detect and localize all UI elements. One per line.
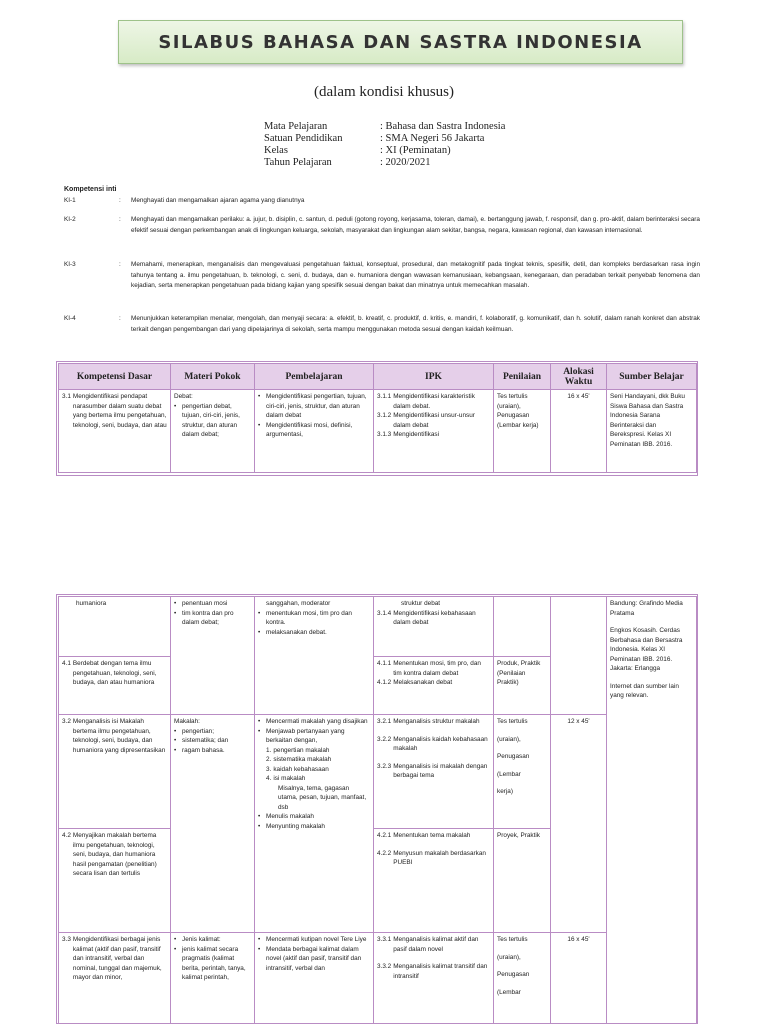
ipk-number: 4.2.2 <box>377 849 392 857</box>
ipk-number: 3.1.2 <box>377 412 392 419</box>
ki-text: Menunjukkan keterampilan menalar, mengolah, dan menyaji secara: a. efektif, b. kreatif, c. produktif, d. kritis, e. mandiri, f. kolaboratif, g. komunikatif, dan h. solutif, dalam ranah konkret dan abstrak terkait dengan pengembangan dari yang dipelajarinya di sekolah, serta mampu menggunakan metoda sesuai dengan kaidah keilmuan. <box>131 315 700 333</box>
kd-number: 3.1 <box>62 393 71 400</box>
materi-cell <box>171 715 255 933</box>
page-title: SILABUS BAHASA DAN SASTRA INDONESIA <box>158 31 643 53</box>
alokasi-cell: 12 x 45' <box>551 715 607 933</box>
ipk-number: 3.1.1 <box>377 393 392 400</box>
alokasi-cell <box>551 597 607 715</box>
ipk-text: Mengidentifikasi kebahasaan dalam debat <box>393 609 476 626</box>
pembelajaran-item: • Mencermati kutipan novel Tere Liye <box>266 936 367 943</box>
kd-text: humaniora <box>76 600 107 607</box>
kd-text: Mengidentifikasi pendapat narasumber dalam suatu debat yang bertema ilmu pengetahuan, teknologi, seni, budaya, dan atau <box>72 393 167 429</box>
ki-code: KI-1 <box>64 197 76 204</box>
penilaian-cell <box>494 715 551 829</box>
ipk-text: Menganalisis kaidah kebahasaan makalah <box>393 735 488 752</box>
ipk-number: 4.2.1 <box>377 832 392 839</box>
penilaian-text: Tes tertulis <box>497 936 528 943</box>
title-banner <box>118 20 683 64</box>
ki-text: Memahami, menerapkan, menganalisis dan mengevaluasi pengetahuan faktual, konseptual, prosedural, dan metakognitif pada tingkat teknis, spesifik, detil, dan kompleks berdasarkan rasa ingin tahunya tentang a. ilmu pengetahuan, b. teknologi, c. seni, d. budaya, dan e. humaniora dengan wawasan kemanusiaan, kebangsaan, kenegaraan, dan peradaban terkait penyebab fenomena dan kejadian, serta menerapkan pengetahuan pada bidang kajian yang spesifik sesuai dengan bakat dan minatnya untuk memecahkan masalah. <box>131 261 700 289</box>
kd-number: 4.1 <box>62 660 71 667</box>
header-sumber-belajar: Sumber Belajar <box>607 364 697 390</box>
materi-item: • pengertian; <box>182 727 214 735</box>
pembelajaran-item: • Menjawab pertanyaan yang berkaitan dengan, <box>266 727 345 744</box>
penilaian-cell <box>494 933 551 1024</box>
table-row <box>59 933 697 1024</box>
materi-title: Makalah: <box>174 718 200 725</box>
ipk-text: Menyusun makalah berdasarkan PUEBI <box>393 849 486 866</box>
pembelajaran-cell: • Mencermati makalah yang disajikan • Menjawab pertanyaan yang berkaitan dengan, 1. pengertian makalah 2. sistematika makalah 3. kaidah kebahasaan 4. isi makalah Misalnya, tema, gagasan utama, pesan, tujuan, manfaat, dsb • Menulis makalah • Menyunting makalah <box>255 715 374 933</box>
ipk-text: Menentukan tema makalah <box>393 832 471 839</box>
kd-number: 4.2 <box>62 832 71 839</box>
ipk-number: 3.1.3 <box>377 431 392 438</box>
syllabus-table-2 <box>58 596 697 1024</box>
pembelajaran-item: • Mengidentifikasi pengertian, tujuan, ciri-ciri, jenis, struktur, dan aturan dalam debat <box>266 393 367 419</box>
ki-text: Menghayati dan mengamalkan ajaran agama yang dianutnya <box>131 197 305 204</box>
ipk-text: Melaksanakan debat <box>393 679 453 686</box>
pembelajaran-item: • Menulis makalah <box>266 813 314 820</box>
kd-cell <box>59 597 171 657</box>
info-row <box>264 121 505 133</box>
ipk-number: 3.2.2 <box>377 735 392 743</box>
penilaian-cell: Tes tertulis (uraian), Penugasan (Lembar kerja) <box>494 390 551 473</box>
materi-item: • penentuan mosi <box>182 600 228 607</box>
pembelajaran-subitem: isi makalah <box>273 775 306 782</box>
info-row <box>264 157 505 169</box>
alokasi-cell: 16 x 45' <box>551 933 607 1024</box>
materi-title: Debat: <box>174 393 193 400</box>
materi-cell <box>171 933 255 1024</box>
info-label: Tahun Pelajaran <box>264 157 332 168</box>
ki-item: KI-4 : Menunjukkan keterampilan menalar, mengolah, dan menyaji secara: a. efektif, b. kreatif, c. produktif, d. kritis, e. mandiri, f. kolaboratif, g. komunikatif, dan h. solutif, dalam ranah konkret dan abstrak terkait dengan pengembangan dari yang dipelajarinya di sekolah, serta mampu menggunakan metoda sesuai dengan kaidah keilmuan. <box>64 314 700 335</box>
penilaian-text: Penugasan <box>497 971 530 978</box>
info-value: : XI (Peminatan) <box>380 145 451 156</box>
ipk-cell <box>374 657 494 715</box>
info-label: Satuan Pendidikan <box>264 133 343 144</box>
ki-code: KI-3 <box>64 261 76 268</box>
ipk-text: Mengidentifikasi karakteristik dalam debat. <box>393 393 475 410</box>
ki-code: KI-2 <box>64 216 76 223</box>
pembelajaran-subitem: sistematika makalah <box>273 756 332 763</box>
materi-item: • pengertian debat, tujuan, ciri-ciri, jenis, struktur, dan aturan dalam debat; <box>182 402 240 438</box>
ipk-number: 4.1.2 <box>377 679 392 686</box>
header-kompetensi-dasar: Kompetensi Dasar <box>59 364 171 390</box>
ipk-number: 4.1.1 <box>377 660 392 667</box>
alokasi-cell: 16 x 45' <box>551 390 607 473</box>
ipk-number: 3.3.1 <box>377 936 392 943</box>
sumber-cell <box>607 597 697 1024</box>
materi-item: • Jenis kalimat: <box>182 936 221 943</box>
ki-item: KI-1 : Menghayati dan mengamalkan ajaran agama yang dianutnya <box>64 196 700 207</box>
materi-item: • tim kontra dan pro dalam debat; <box>182 609 234 626</box>
ipk-cell <box>374 715 494 829</box>
materi-item: • jenis kalimat secara pragmatis (kalimat berita, perintah, tanya, kalimat perintah, <box>182 945 246 981</box>
info-label: Mata Pelajaran <box>264 121 328 132</box>
syllabus-table-1 <box>58 363 697 473</box>
pembelajaran-cell <box>255 933 374 1024</box>
penilaian-text: (Lembar <box>497 770 521 778</box>
kd-text: Menganalisis isi Makalah bertema ilmu pengetahuan, teknologi, seni, budaya, dan humaniora yang dipresentasikan <box>72 718 166 754</box>
sumber-cell: Seni Handayani, dkk Buku Siswa Bahasa dan Sastra Indonesia Sarana Berinteraksi dan Berekspresi. Kelas XI Peminatan IBB. 2016. <box>607 390 697 473</box>
sumber-text: Engkos Kosasih. Cerdas Berbahasa dan Bersastra Indonesia. Kelas XI Peminatan IBB. 2016. Jakarta: Erlangga <box>610 627 683 672</box>
table-row <box>59 597 697 657</box>
header-ipk: IPK <box>374 364 494 390</box>
sumber-text: Internet dan sumber lain yang relevan. <box>610 682 679 699</box>
pembelajaran-item: • melaksanakan debat. <box>266 628 327 636</box>
penilaian-text: (uraian), <box>497 735 521 743</box>
pembelajaran-cell <box>255 597 374 715</box>
materi-cell <box>171 390 255 473</box>
ki-heading: Kompetensi inti <box>64 186 117 193</box>
ipk-cell <box>374 597 494 657</box>
header-pembelajaran: Pembelajaran <box>255 364 374 390</box>
kd-text: Menyajikan makalah bertema ilmu pengetahuan, teknologi, seni, budaya, dan humaniora hasil pengamatan (penelitian) secara lisan dan tertulis <box>72 832 157 877</box>
identity-block <box>264 121 505 169</box>
penilaian-text: (uraian), <box>497 953 521 961</box>
sumber-text: Bandung: Grafindo Media Pratama <box>610 600 683 617</box>
penilaian-text: kerja) <box>497 788 513 795</box>
ipk-cell <box>374 933 494 1024</box>
ipk-number: 3.3.2 <box>377 963 392 970</box>
ipk-text: struktur debat <box>401 600 441 607</box>
penilaian-text: Penugasan <box>497 753 530 760</box>
ipk-text: Menganalisis struktur makalah <box>393 718 480 725</box>
header-alokasi-waktu: Alokasi Waktu <box>551 364 607 390</box>
ipk-number: 3.2.1 <box>377 718 392 725</box>
pembelajaran-note: Misalnya, tema, gagasan utama, pesan, tujuan, manfaat, dsb <box>278 784 367 811</box>
pembelajaran-item: • menentukan mosi, tim pro dan kontra. <box>266 609 352 626</box>
ipk-cell <box>374 390 494 473</box>
pembelajaran-item: • Mengidentifikasi mosi, definisi, argumentasi, <box>266 421 353 438</box>
kd-text: Mengidentifikasi berbagai jenis kalimat (aktif dan pasif, transitif dan intransitif, verbal dan nominal, tunggal dan majemuk, mayor dan minor, <box>72 936 162 981</box>
info-row <box>264 133 505 145</box>
penilaian-cell: Produk, Praktik (Penilaian Praktik) <box>494 657 551 715</box>
ki-item: KI-3 : Memahami, menerapkan, menganalisis dan mengevaluasi pengetahuan faktual, konseptual, prosedural, dan metakognitif pada tingkat teknis, spesifik, detil, dan kompleks berdasarkan rasa ingin tahunya tentang a. ilmu pengetahuan, b. teknologi, c. seni, d. budaya, dan e. humaniora dengan wawasan kemanusiaan, kebangsaan, kenegaraan, dan peradaban terkait penyebab fenomena dan kejadian, serta menerapkan pengetahuan pada bidang kajian yang spesifik sesuai dengan bakat dan minatnya untuk memecahkan masalah. <box>64 260 700 292</box>
kd-cell <box>59 715 171 829</box>
ipk-text: Mengidentifikasi unsur-unsur dalam debat <box>393 412 475 429</box>
table-header-row <box>59 364 697 390</box>
ipk-text: Menganalisis kalimat transitif dan intransitif <box>393 963 488 980</box>
pembelajaran-text: sanggahan, moderator <box>266 600 331 607</box>
info-value: : 2020/2021 <box>380 157 431 168</box>
info-value: : SMA Negeri 56 Jakarta <box>380 133 485 144</box>
kd-number: 3.2 <box>62 718 71 725</box>
penilaian-text: Tes tertulis <box>497 718 528 725</box>
info-value: : Bahasa dan Sastra Indonesia <box>380 121 506 132</box>
pembelajaran-item: • Menyunting makalah <box>266 822 325 830</box>
ipk-text: Mengidentifikasi <box>393 431 440 438</box>
table-row <box>59 715 697 829</box>
kd-text: Berdebat dengan tema ilmu pengetahuan, teknologi, seni, budaya, dan atau humaniora <box>72 660 157 686</box>
kd-cell <box>59 390 171 473</box>
pembelajaran-subitem: kaidah kebahasaan <box>273 765 329 773</box>
ki-text: Menghayati dan mengamalkan perilaku: a. jujur, b. disiplin, c. santun, d. peduli (gotong royong, kerjasama, toleran, damai), e. bertanggung jawab, f. responsif, dan g. pro-aktif, dalam berinteraksi secara efektif sesuai dengan perkembangan anak di lingkungan keluarga, sekolah, masyarakat dan lingkungan alam sekitar, bangsa, negara, kawasan regional, dan kawasan internasional. <box>131 216 700 234</box>
ipk-number: 3.1.4 <box>377 609 392 617</box>
pembelajaran-subitem: pengertian makalah <box>273 746 330 754</box>
pembelajaran-item: • Mencermati makalah yang disajikan <box>266 718 368 725</box>
pembelajaran-item: • Mendata berbagai kalimat dalam novel (aktif dan pasif, transitif dan intransitif, verbal dan <box>266 945 362 972</box>
materi-item: • ragam bahasa. <box>182 746 225 754</box>
kd-cell <box>59 933 171 1024</box>
materi-item: • sistematika; dan <box>182 737 229 744</box>
header-penilaian: Penilaian <box>494 364 551 390</box>
penilaian-text: (Lembar <box>497 988 521 996</box>
kd-cell <box>59 657 171 715</box>
table-row <box>59 390 697 473</box>
pembelajaran-cell <box>255 390 374 473</box>
info-label: Kelas <box>264 145 288 156</box>
materi-cell <box>171 597 255 715</box>
kd-cell <box>59 829 171 933</box>
ipk-text: Menganalisis isi makalah dengan berbagai tema <box>393 762 488 779</box>
ki-code: KI-4 <box>64 315 76 322</box>
ipk-text: Menganalisis kalimat aktif dan pasif dalam novel <box>393 936 479 953</box>
ki-item: KI-2 : Menghayati dan mengamalkan perilaku: a. jujur, b. disiplin, c. santun, d. peduli (gotong royong, kerjasama, toleran, damai), e. bertanggung jawab, f. responsif, dan g. pro-aktif, dalam berinteraksi secara efektif sesuai dengan perkembangan anak di lingkungan keluarga, sekolah, masyarakat dan lingkungan alam sekitar, bangsa, negara, kawasan regional, dan kawasan internasional. <box>64 215 700 236</box>
info-row <box>264 145 505 157</box>
page-subtitle: (dalam kondisi khusus) <box>314 84 454 100</box>
ipk-cell <box>374 829 494 933</box>
ipk-number: 3.2.3 <box>377 762 392 770</box>
header-materi-pokok: Materi Pokok <box>171 364 255 390</box>
kd-number: 3.3 <box>62 936 71 943</box>
penilaian-cell: Proyek, Praktik <box>494 829 551 933</box>
penilaian-cell <box>494 597 551 657</box>
ipk-text: Menentukan mosi, tim pro, dan tim kontra dalam debat <box>393 660 481 677</box>
